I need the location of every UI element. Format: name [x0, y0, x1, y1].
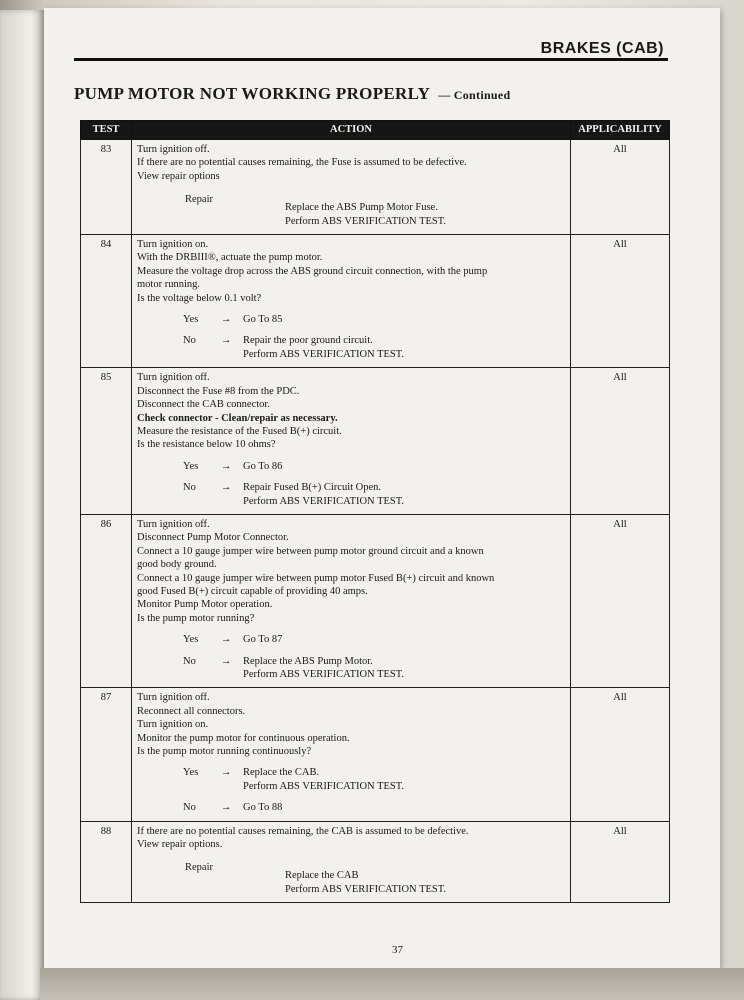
table-row: [81, 514, 670, 687]
page-number: 37: [392, 944, 403, 956]
table-row: [81, 821, 670, 903]
action-line: Turn ignition off.: [137, 372, 210, 384]
facing-page-edge: [0, 10, 44, 1000]
action-line: Disconnect Pump Motor Connector.: [137, 532, 289, 544]
test-number: 87: [81, 688, 132, 821]
table-header-row: [81, 121, 670, 140]
action-line: Turn ignition off.: [137, 144, 210, 155]
applicability-cell: All: [571, 688, 670, 821]
no-label: No: [183, 802, 196, 814]
action-cell: [132, 235, 571, 368]
no-result: Perform ABS VERIFICATION TEST.: [243, 669, 405, 680]
yes-branch: [137, 460, 565, 473]
yes-label: Yes: [183, 634, 199, 646]
action-line: Turn ignition on.: [137, 719, 209, 731]
action-line-bold: Check connector - Clean/repair as necessary.: [137, 412, 338, 424]
section-title-text: PUMP MOTOR NOT WORKING PROPERLY: [74, 84, 430, 103]
action-line: Connect a 10 gauge jumper wire between pump motor Fused B(+) circuit and known: [137, 572, 495, 584]
repair-label: Repair: [185, 194, 213, 206]
table-row: [81, 688, 670, 821]
no-result: Perform ABS VERIFICATION TEST.: [243, 495, 405, 507]
column-header-test: TEST: [81, 121, 132, 140]
action-line: Disconnect the Fuse #8 from the PDC.: [137, 385, 300, 397]
repair-line: Perform ABS VERIFICATION TEST.: [285, 215, 447, 227]
repair-label: Repair: [185, 862, 213, 874]
table-row: [81, 140, 670, 235]
repair-line: Perform ABS VERIFICATION TEST.: [285, 883, 447, 895]
no-result: Go To 88: [243, 802, 283, 814]
action-cell: [132, 688, 571, 821]
yes-branch: [137, 766, 565, 793]
action-line: Is the voltage below 0.1 volt?: [137, 292, 262, 304]
yes-label: Yes: [183, 314, 199, 326]
applicability-cell: All: [571, 821, 670, 903]
action-line: If there are no potential causes remaining, the Fuse is assumed to be defective.: [137, 157, 467, 169]
table-row: [81, 368, 670, 515]
action-line: Turn ignition off.: [137, 692, 210, 704]
test-number: 86: [81, 514, 132, 687]
applicability-cell: All: [571, 368, 670, 515]
action-line: good body ground.: [137, 559, 217, 571]
action-line: Turn ignition off.: [137, 518, 210, 530]
no-branch: [137, 655, 565, 682]
test-number: 88: [81, 821, 132, 903]
yes-branch: [137, 633, 565, 646]
arrow-icon: →: [221, 767, 232, 779]
header-rule: [74, 58, 668, 61]
applicability-cell: All: [571, 514, 670, 687]
no-branch: [137, 334, 565, 361]
action-line: Is the pump motor running continuously?: [137, 746, 312, 758]
arrow-icon: →: [221, 634, 232, 646]
yes-branch: [137, 313, 565, 326]
header-title: BRAKES (CAB): [540, 40, 664, 57]
yes-result: Go To 86: [243, 460, 283, 472]
no-label: No: [183, 482, 196, 494]
action-line: View repair options: [137, 170, 220, 182]
arrow-icon: →: [221, 460, 232, 472]
no-branch: [137, 481, 565, 508]
yes-result: Go To 85: [243, 314, 283, 326]
action-line: Monitor the pump motor for continuous operation.: [137, 732, 350, 744]
column-header-action: ACTION: [132, 121, 571, 140]
action-line: Connect a 10 gauge jumper wire between pump motor ground circuit and a known: [137, 545, 484, 557]
yes-result: Replace the CAB.: [243, 767, 320, 779]
arrow-icon: →: [221, 655, 232, 667]
table-row: [81, 235, 670, 368]
test-number: 85: [81, 368, 132, 515]
page-bottom-shadow: [40, 968, 744, 1000]
action-line: Monitor Pump Motor operation.: [137, 599, 273, 611]
yes-result: Go To 87: [243, 634, 283, 646]
action-line: Measure the resistance of the Fused B(+) circuit.: [137, 425, 342, 437]
test-number: 83: [81, 140, 132, 235]
no-label: No: [183, 655, 196, 667]
action-line: Disconnect the CAB connector.: [137, 399, 270, 411]
repair-line: Replace the CAB: [285, 870, 359, 882]
action-line: Is the pump motor running?: [137, 612, 255, 624]
test-number: 84: [81, 235, 132, 368]
column-header-applicability: APPLICABILITY: [571, 121, 670, 140]
action-line: Measure the voltage drop across the ABS ground circuit connection, with the pump: [137, 265, 488, 277]
arrow-icon: →: [221, 314, 232, 326]
no-result: Repair the poor ground circuit.: [243, 335, 373, 347]
action-line: Reconnect all connectors.: [137, 705, 246, 717]
action-cell: [132, 821, 571, 903]
action-line: good Fused B(+) circuit capable of providing 40 amps.: [137, 585, 368, 597]
repair-line: Replace the ABS Pump Motor Fuse.: [285, 202, 438, 214]
section-title: [74, 84, 511, 104]
action-line: If there are no potential causes remaining, the CAB is assumed to be defective.: [137, 825, 469, 837]
no-branch: [137, 801, 565, 814]
action-cell: [132, 368, 571, 515]
no-result: Perform ABS VERIFICATION TEST.: [243, 348, 405, 360]
no-result: Replace the ABS Pump Motor.: [243, 655, 373, 667]
action-line: View repair options.: [137, 839, 223, 851]
diagnostic-table: [80, 120, 670, 903]
section-title-suffix: — Continued: [438, 88, 511, 102]
arrow-icon: →: [221, 335, 232, 347]
action-cell: [132, 514, 571, 687]
no-result: Repair Fused B(+) Circuit Open.: [243, 482, 382, 494]
repair-option: [137, 861, 565, 896]
yes-label: Yes: [183, 767, 199, 779]
repair-option: [137, 193, 565, 228]
action-cell: [132, 140, 571, 235]
action-line: Is the resistance below 10 ohms?: [137, 439, 276, 451]
action-line: Turn ignition on.: [137, 239, 209, 251]
yes-result: Perform ABS VERIFICATION TEST.: [243, 780, 405, 792]
arrow-icon: →: [221, 482, 232, 494]
action-line: motor running.: [137, 279, 200, 291]
applicability-cell: All: [571, 235, 670, 368]
yes-label: Yes: [183, 460, 199, 472]
action-line: With the DRBIII®, actuate the pump motor.: [137, 252, 323, 264]
arrow-icon: →: [221, 802, 232, 814]
applicability-cell: All: [571, 140, 670, 235]
no-label: No: [183, 335, 196, 347]
